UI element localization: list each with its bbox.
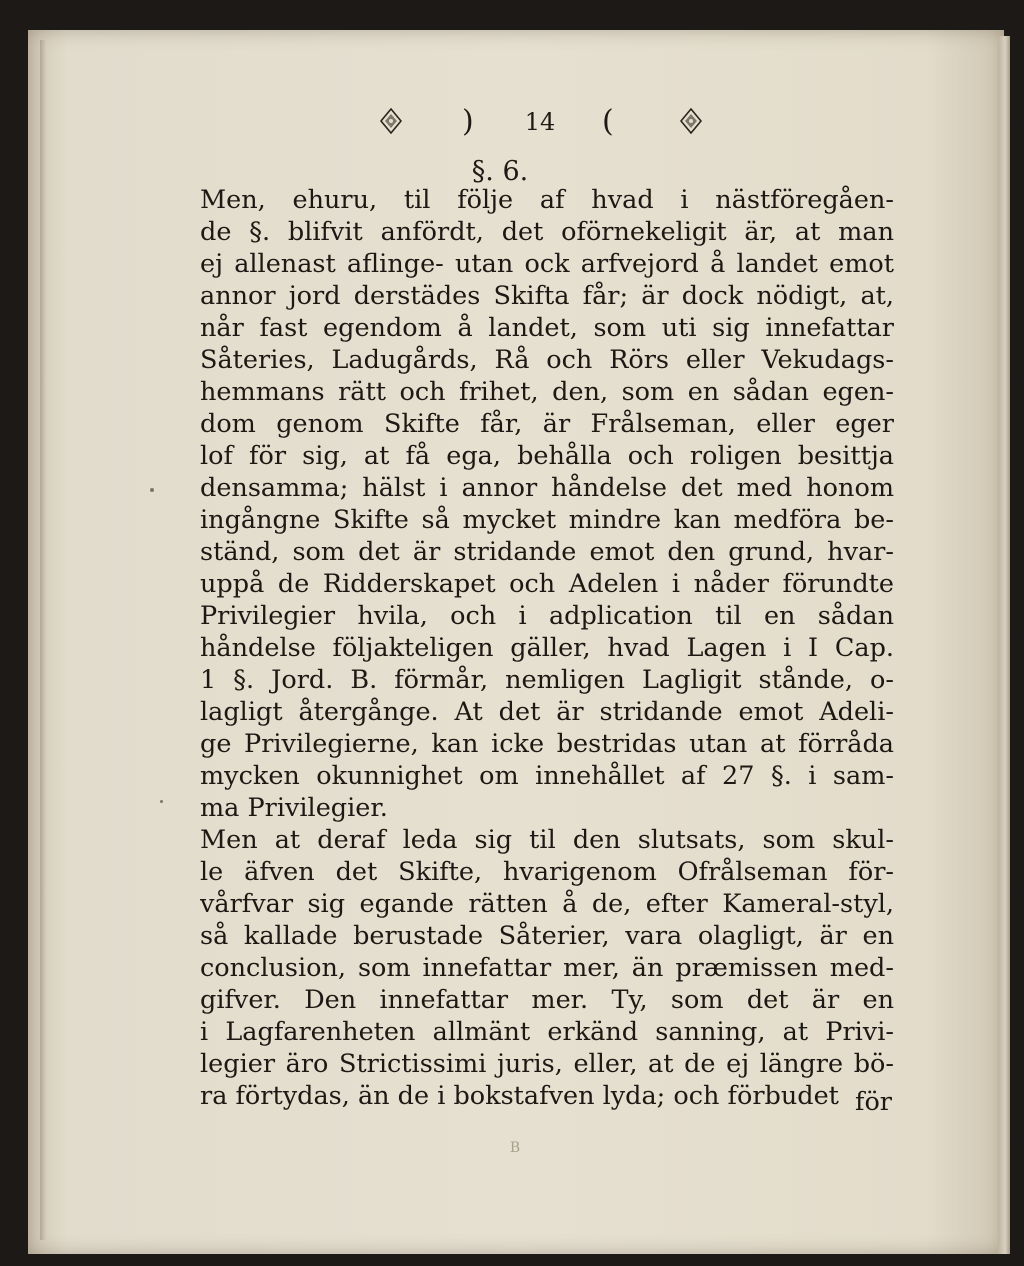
text-line: annor jord derstädes Skifta får; är dock nödigt, at, [200, 281, 894, 311]
text-line: i Lagfarenheten allmänt erkänd sanning, at Privi- [200, 1017, 894, 1047]
text-line: vårfvar sig egande rätten å de, efter Kameral-styl, [200, 889, 894, 919]
text-line: hemmans rätt och frihet, den, som en sådan egen- [200, 377, 894, 407]
text-line: gifver. Den innefattar mer. Ty, som det är en [200, 985, 894, 1015]
text-line: conclusion, som innefattar mer, än præmissen med- [200, 953, 894, 983]
diamond-ornament-icon [380, 108, 402, 134]
text-line: Men at deraf leda sig til den slutsats, som skul- [200, 825, 894, 855]
text-line: Privilegier hvila, och i adplication til en sådan [200, 601, 894, 631]
text-line: når fast egendom å landet, som uti sig innefattar [200, 313, 894, 343]
text-line: ge Privilegierne, kan icke bestridas utan at förråda [200, 729, 894, 759]
text-line: le äfven det Skifte, hvarigenom Ofrålseman för- [200, 857, 894, 887]
text-line: ej allenast aflinge- utan ock arfvejord å landet emot [200, 249, 894, 279]
text-line: ingångne Skifte så mycket mindre kan medföra be- [200, 505, 894, 535]
page-number: 14 [524, 108, 556, 136]
header-bracket-right: ( [602, 104, 614, 139]
body-text [200, 184, 894, 1112]
text-line: Men, ehuru, til följe af hvad i nästföregåen- [200, 185, 894, 215]
ink-spot [150, 488, 154, 492]
text-line: ständ, som det är stridande emot den grund, hvar- [200, 537, 894, 567]
section-heading: §. 6. [471, 156, 529, 187]
text-line: mycken okunnighet om innehållet af 27 §. i sam- [200, 761, 894, 791]
text-line: de §. blifvit anfördt, det oförnekeligit är, at man [200, 217, 894, 247]
catchword: för [855, 1087, 892, 1117]
ink-spot [160, 800, 163, 803]
text-line: uppå de Ridderskapet och Adelen i nåder förundte [200, 569, 894, 599]
text-line: 1 §. Jord. B. förmår, nemligen Lagligit stånde, o- [200, 665, 894, 695]
binding-gutter-shadow [40, 40, 46, 1240]
page-header [380, 104, 700, 144]
text-line: dom genom Skifte får, är Frålseman, eller eger [200, 409, 894, 439]
text-line: lof för sig, at få ega, behålla och roligen besittja [200, 441, 894, 471]
diamond-ornament-icon [680, 108, 702, 134]
signature-mark: B [509, 1140, 521, 1156]
next-page-edge [998, 36, 1010, 1254]
text-line: densamma; hälst i annor håndelse det med honom [200, 473, 894, 503]
text-line: legier äro Strictissimi juris, eller, at de ej längre bö- [200, 1049, 894, 1079]
text-line: ra förtydas, än de i bokstafven lyda; och förbudet [200, 1081, 839, 1111]
header-bracket-left: ) [462, 104, 474, 139]
text-line: Såteries, Ladugårds, Rå och Rörs eller Vekudags- [200, 345, 894, 375]
text-line: håndelse följakteligen gäller, hvad Lagen i I Cap. [200, 633, 894, 663]
text-line: ma Privilegier. [200, 793, 388, 823]
text-line: lagligt återgånge. At det är stridande emot Adeli- [200, 697, 894, 727]
text-line: så kallade berustade Såterier, vara olagligt, är en [200, 921, 894, 951]
